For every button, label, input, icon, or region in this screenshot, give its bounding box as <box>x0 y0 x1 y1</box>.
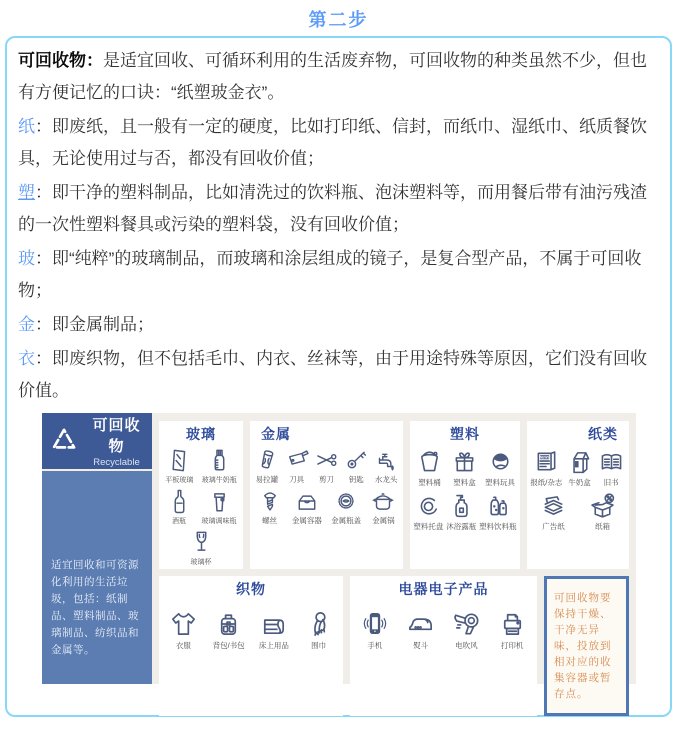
item-label: 背包/书包 <box>212 641 245 650</box>
tshirt-icon <box>168 608 199 639</box>
section-items-metal <box>252 444 401 526</box>
mnemonic-paper <box>18 111 658 175</box>
section-title-glass: 玻璃 <box>186 426 216 442</box>
carton-box-icon <box>588 491 617 520</box>
item-label: 金属容器 <box>291 516 322 525</box>
mnemonic-text-paper: ：即废纸，且一般有一定的硬度，比如打印纸、信封，而纸巾、湿纸巾、纸质餐饮具，无论使用过与否，都没有回收价值； <box>18 117 647 168</box>
metal-container-icon <box>294 488 320 514</box>
item-label: 螺丝 <box>262 516 278 525</box>
item-label: 金属锅 <box>372 516 395 525</box>
item-label: 金属瓶盖 <box>331 516 362 525</box>
item-electronics <box>359 608 390 651</box>
mnemonic-key-paper: 纸 <box>18 117 35 136</box>
cleaver-icon <box>284 447 310 473</box>
item-glass <box>166 488 193 526</box>
section-electronics <box>350 576 537 716</box>
section-paper <box>527 421 629 569</box>
hairdryer-icon <box>451 608 482 639</box>
item-glass <box>165 447 193 485</box>
bedding-icon <box>258 608 289 639</box>
can-icon <box>254 447 280 473</box>
item-label: 塑料盒 <box>453 478 476 487</box>
item-paper <box>565 447 594 488</box>
milk-carton-icon <box>565 447 594 476</box>
seasoning-bottle-icon <box>206 488 233 515</box>
item-label: 玻璃调味瓶 <box>201 518 237 525</box>
note-box: 可回收物要保持干燥、干净无异味，投放到相对应的收集容器或暂存点。 <box>544 576 629 716</box>
item-label: 牛奶盒 <box>568 478 591 487</box>
section-items-fabric <box>161 599 341 651</box>
key-icon <box>343 447 369 473</box>
section-title-fabric: 织物 <box>236 581 266 597</box>
item-metal <box>373 447 399 485</box>
item-label: 水龙头 <box>374 475 398 484</box>
section-items-paper <box>529 444 627 532</box>
flat-glass-icon <box>166 447 193 474</box>
printer-icon <box>497 608 528 639</box>
item-metal <box>343 447 369 485</box>
item-metal <box>292 488 322 526</box>
section-title-electronics: 电器电子产品 <box>398 581 489 597</box>
item-metal <box>331 488 361 526</box>
section-title-metal: 金属 <box>261 426 291 442</box>
bottle-cap-icon <box>333 488 359 514</box>
item-metal <box>284 447 310 485</box>
bucket-icon <box>415 447 444 476</box>
mnemonic-list <box>18 111 658 407</box>
item-plastic <box>479 491 517 532</box>
item-label: 衣服 <box>175 641 191 650</box>
item-electronics <box>405 608 436 651</box>
item-metal <box>370 488 396 526</box>
faucet-icon <box>373 447 399 473</box>
item-metal <box>313 447 339 485</box>
mnemonic-key-metal: 金 <box>18 315 35 334</box>
item-label: 钥匙 <box>348 475 364 484</box>
recyclable-infographic <box>42 413 636 700</box>
item-label: 手机 <box>367 641 383 650</box>
section-items-electronics <box>352 599 535 651</box>
ad-paper-icon <box>539 491 568 520</box>
item-paper <box>597 447 626 488</box>
sidebar-subtitle: Recyclable <box>93 457 140 468</box>
iron-icon <box>405 608 436 639</box>
intro-text: 是适宜回收、可循环利用的生活废弃物，可回收物的种类虽然不少，但也有方便记忆的口诀：“纸塑玻金衣”。 <box>18 51 647 102</box>
sidebar-header <box>42 413 152 471</box>
item-electronics <box>451 608 482 651</box>
mnemonic-text-glass: ：即“纯粹”的玻璃制品，而玻璃和涂层组成的镜子，是复合型产品，不属于可回收物； <box>18 249 642 300</box>
section-title-plastic: 塑料 <box>450 426 480 442</box>
item-label: 电吹风 <box>455 641 478 650</box>
item-metal <box>254 447 280 485</box>
infographic-bottom-row <box>159 576 629 716</box>
section-fabric <box>159 576 343 716</box>
backpack-icon <box>213 608 244 639</box>
item-plastic <box>446 491 476 532</box>
newspaper-icon <box>532 447 561 476</box>
mnemonic-metal <box>18 309 658 341</box>
item-label: 易拉罐 <box>255 475 279 484</box>
sidebar-title: 可回收物 <box>92 417 141 455</box>
recyclable-info-box <box>5 36 672 717</box>
item-plastic <box>413 491 443 532</box>
item-plastic <box>450 447 479 488</box>
recycle-icon <box>47 424 81 458</box>
infographic-main <box>152 413 636 700</box>
item-label: 床上用品 <box>258 641 289 650</box>
mnemonic-plastic <box>18 177 658 241</box>
item-label: 广告纸 <box>542 522 565 531</box>
mnemonic-clothes <box>18 343 658 407</box>
item-label: 旧书 <box>603 478 619 487</box>
item-paper <box>539 491 568 532</box>
item-label: 剪刀 <box>318 475 334 484</box>
item-fabric <box>168 608 199 651</box>
item-plastic <box>485 447 515 488</box>
infographic-sidebar <box>42 413 152 684</box>
item-paper <box>530 447 562 488</box>
gift-box-icon <box>450 447 479 476</box>
svg-text:NEWS: NEWS <box>539 455 550 460</box>
infographic-top-row <box>159 421 629 569</box>
mnemonic-key-glass: 玻 <box>18 249 35 268</box>
item-paper <box>588 491 617 532</box>
item-fabric <box>303 608 334 651</box>
item-label: 沐浴露瓶 <box>446 522 477 531</box>
item-label: 玻璃杯 <box>190 559 212 566</box>
tray-icon <box>414 491 443 520</box>
item-glass <box>202 488 237 526</box>
item-label: 打印机 <box>500 641 524 650</box>
item-electronics <box>497 608 528 651</box>
drink-bottles-icon <box>483 491 512 520</box>
item-label: 报纸/杂志 <box>530 478 563 487</box>
item-label: 塑料饮料瓶 <box>479 522 517 531</box>
screw-icon <box>257 488 283 514</box>
section-title-paper: 纸类 <box>588 426 618 442</box>
item-label: 玻璃牛奶瓶 <box>201 477 237 484</box>
mnemonic-text-metal: ：即金属制品； <box>35 315 154 334</box>
mnemonic-text-clothes: ：即废织物，但不包括毛巾、内衣、丝袜等，由于用途特殊等原因，它们没有回收价值。 <box>18 349 647 400</box>
item-metal <box>257 488 283 526</box>
mnemonic-key-plastic: 塑 <box>18 183 35 202</box>
phone-icon <box>359 608 390 639</box>
item-label: 酒瓶 <box>172 518 186 525</box>
item-label: 塑料桶 <box>418 478 441 487</box>
section-metal <box>250 421 403 569</box>
glass-cup-icon <box>188 529 215 556</box>
wine-bottle-icon <box>166 488 193 515</box>
section-items-glass <box>161 444 241 567</box>
sidebar-header-text <box>86 414 147 468</box>
mnemonic-key-clothes: 衣 <box>18 349 35 368</box>
section-plastic <box>410 421 520 569</box>
sidebar-description: 适宜回收和可资源化利用的生活垃圾，包括：纸制品、塑料制品、玻璃制品、纺织品和金属等。 <box>42 471 152 684</box>
item-label: 平板玻璃 <box>165 477 194 484</box>
item-label: 纸箱 <box>595 522 610 531</box>
shampoo-bottle-icon <box>447 491 476 520</box>
intro-term: 可回收物： <box>18 51 103 70</box>
item-label: 熨斗 <box>413 641 429 650</box>
item-plastic <box>415 447 444 488</box>
item-fabric <box>213 608 245 651</box>
scarf-icon <box>303 608 334 639</box>
section-items-plastic <box>412 444 518 532</box>
mnemonic-text-plastic: ：即干净的塑料制品，比如清洗过的饮料瓶、泡沫塑料等，而用餐后带有油污残渣的一次性塑料餐具或污染的塑料袋，没有回收价值； <box>18 183 647 234</box>
mnemonic-glass <box>18 243 658 307</box>
item-label: 刀具 <box>289 475 305 484</box>
pot-icon <box>370 488 396 514</box>
scissors-icon <box>313 447 339 473</box>
item-glass <box>202 447 237 485</box>
item-fabric <box>258 608 289 651</box>
section-glass <box>159 421 243 569</box>
milk-bottle-icon <box>206 447 233 474</box>
item-label: 塑料托盘 <box>413 522 444 531</box>
item-glass <box>188 529 215 567</box>
item-label: 围巾 <box>311 641 327 650</box>
ball-icon <box>486 447 515 476</box>
intro-paragraph <box>18 45 658 109</box>
page-title: 第二步 <box>308 10 369 30</box>
item-label: 塑料玩具 <box>485 478 515 487</box>
open-book-icon <box>597 447 626 476</box>
